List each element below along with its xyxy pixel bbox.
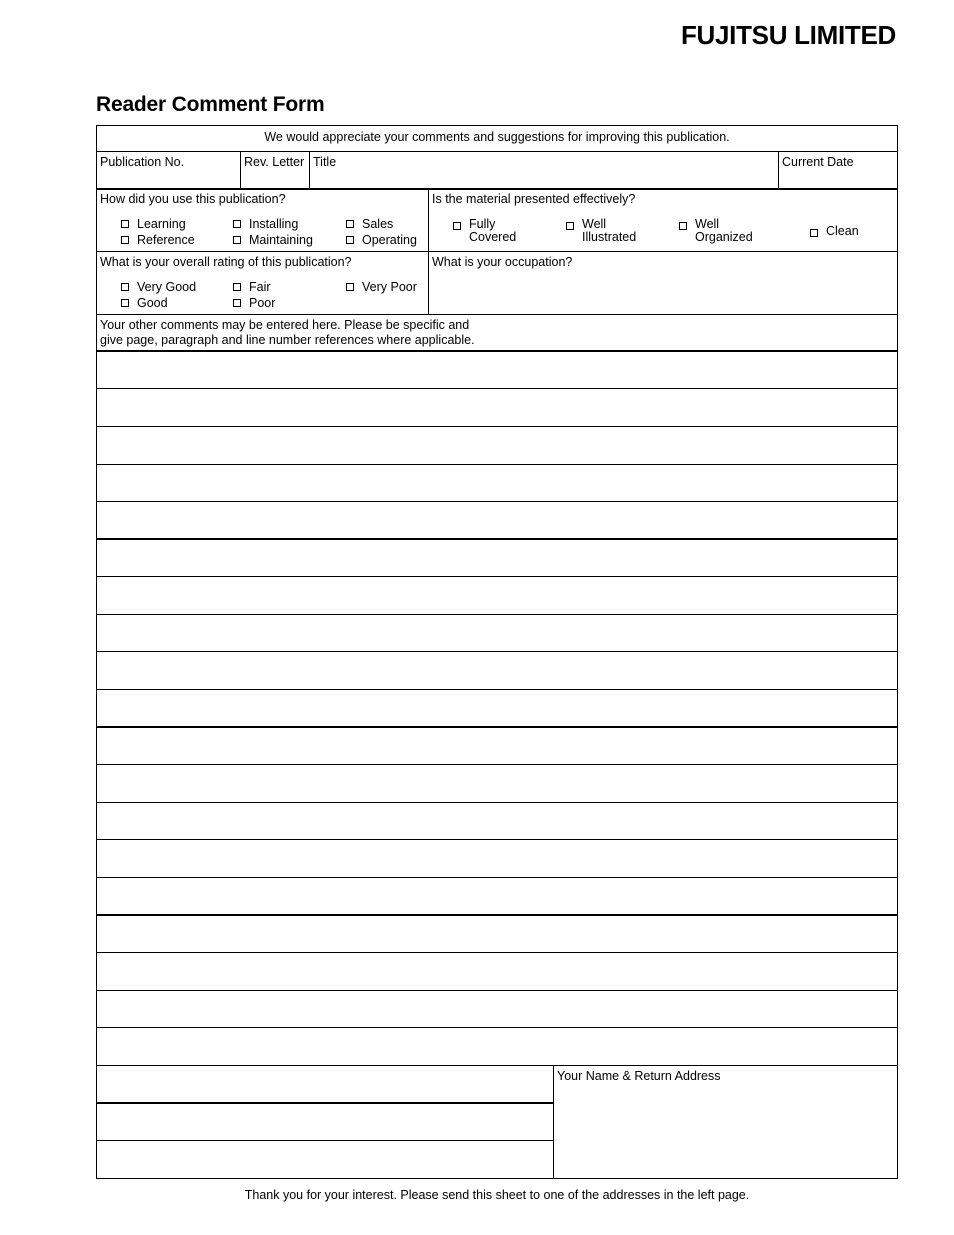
return-address-label: Your Name & Return Address — [557, 1069, 721, 1083]
publication-no-label: Publication No. — [100, 155, 185, 169]
comment-line[interactable] — [97, 350, 897, 388]
comment-line[interactable] — [97, 388, 897, 426]
checkbox-icon[interactable] — [233, 236, 241, 244]
checkbox-icon[interactable] — [233, 220, 241, 228]
checkbox-icon[interactable] — [810, 229, 818, 237]
checkbox-icon[interactable] — [233, 283, 241, 291]
option-operating[interactable]: Operating — [346, 233, 417, 248]
divider — [309, 151, 310, 188]
checkbox-icon[interactable] — [121, 220, 129, 228]
option-fair[interactable]: Fair — [233, 280, 271, 295]
comment-line[interactable] — [97, 576, 897, 614]
divider — [97, 314, 897, 315]
occupation-question: What is your occupation? — [432, 255, 573, 269]
comment-line[interactable] — [97, 952, 897, 990]
checkbox-icon[interactable] — [346, 236, 354, 244]
option-installing[interactable]: Installing — [233, 217, 298, 232]
comment-line[interactable] — [97, 764, 897, 802]
divider — [240, 151, 241, 188]
divider — [778, 151, 779, 188]
comment-line[interactable] — [97, 651, 897, 689]
rev-letter-label: Rev. Letter — [244, 155, 305, 169]
effective-question: Is the material presented effectively? — [432, 192, 636, 206]
use-question: How did you use this publication? — [100, 192, 286, 206]
title-field-label: Title — [313, 155, 337, 169]
option-sales[interactable]: Sales — [346, 217, 393, 232]
comment-line[interactable] — [97, 426, 897, 464]
option-very-poor[interactable]: Very Poor — [346, 280, 417, 295]
comment-line[interactable] — [97, 614, 897, 652]
comment-line[interactable] — [97, 1140, 553, 1141]
option-good[interactable]: Good — [121, 296, 168, 311]
checkbox-icon[interactable] — [346, 283, 354, 291]
comment-line[interactable] — [97, 464, 897, 502]
checkbox-icon[interactable] — [121, 236, 129, 244]
comment-line[interactable] — [97, 990, 897, 1028]
rating-question: What is your overall rating of this publication? — [100, 255, 352, 269]
footer-text: Thank you for your interest. Please send this sheet to one of the addresses in the left page. — [244, 1188, 750, 1202]
comments-instructions: Your other comments may be entered here. Please be specific and give page, paragraph and line number references where applicable. — [100, 318, 475, 347]
option-maintaining[interactable]: Maintaining — [233, 233, 313, 248]
option-reference[interactable]: Reference — [121, 233, 195, 248]
comment-line[interactable] — [97, 726, 897, 764]
comment-line[interactable] — [97, 1102, 553, 1104]
comment-line[interactable] — [97, 914, 897, 952]
company-name: FUJITSU LIMITED — [680, 20, 896, 50]
option-very-good[interactable]: Very Good — [121, 280, 196, 295]
current-date-label: Current Date — [782, 155, 854, 169]
checkbox-icon[interactable] — [121, 299, 129, 307]
option-learning[interactable]: Learning — [121, 217, 186, 232]
checkbox-icon[interactable] — [679, 222, 687, 230]
checkbox-icon[interactable] — [233, 299, 241, 307]
form-title: Reader Comment Form — [96, 93, 325, 116]
intro-text: We would appreciate your comments and suggestions for improving this publication. — [264, 130, 730, 144]
divider — [553, 1065, 554, 1178]
reader-comment-form: We would appreciate your comments and suggestions for improving this publication. Publication No. Rev. Letter Title Current Date How did you use this publication? Learning Installing Sales Reference Maintaining Operating Is the material presented effectively? Fully Covered Well Illustrated Well Organized Clean What is your overall rating of this publication? Very Good Fair Very Poor Good Poor What is your occupation? Your other comments may be entered here. Please be specific and give page, paragraph and line number references where applicable. Your Name & Return Address — [96, 125, 898, 1179]
divider — [97, 1065, 897, 1066]
checkbox-icon[interactable] — [453, 222, 461, 230]
divider — [97, 151, 897, 152]
comment-line[interactable] — [97, 689, 897, 727]
option-poor[interactable]: Poor — [233, 296, 275, 311]
checkbox-icon[interactable] — [566, 222, 574, 230]
comment-line[interactable] — [97, 501, 897, 539]
comment-line[interactable] — [97, 538, 897, 576]
comment-line[interactable] — [97, 839, 897, 877]
divider — [97, 251, 897, 252]
comment-line[interactable] — [97, 877, 897, 915]
comment-line[interactable] — [97, 1027, 897, 1065]
comment-line[interactable] — [97, 802, 897, 840]
checkbox-icon[interactable] — [346, 220, 354, 228]
divider — [97, 188, 897, 190]
checkbox-icon[interactable] — [121, 283, 129, 291]
